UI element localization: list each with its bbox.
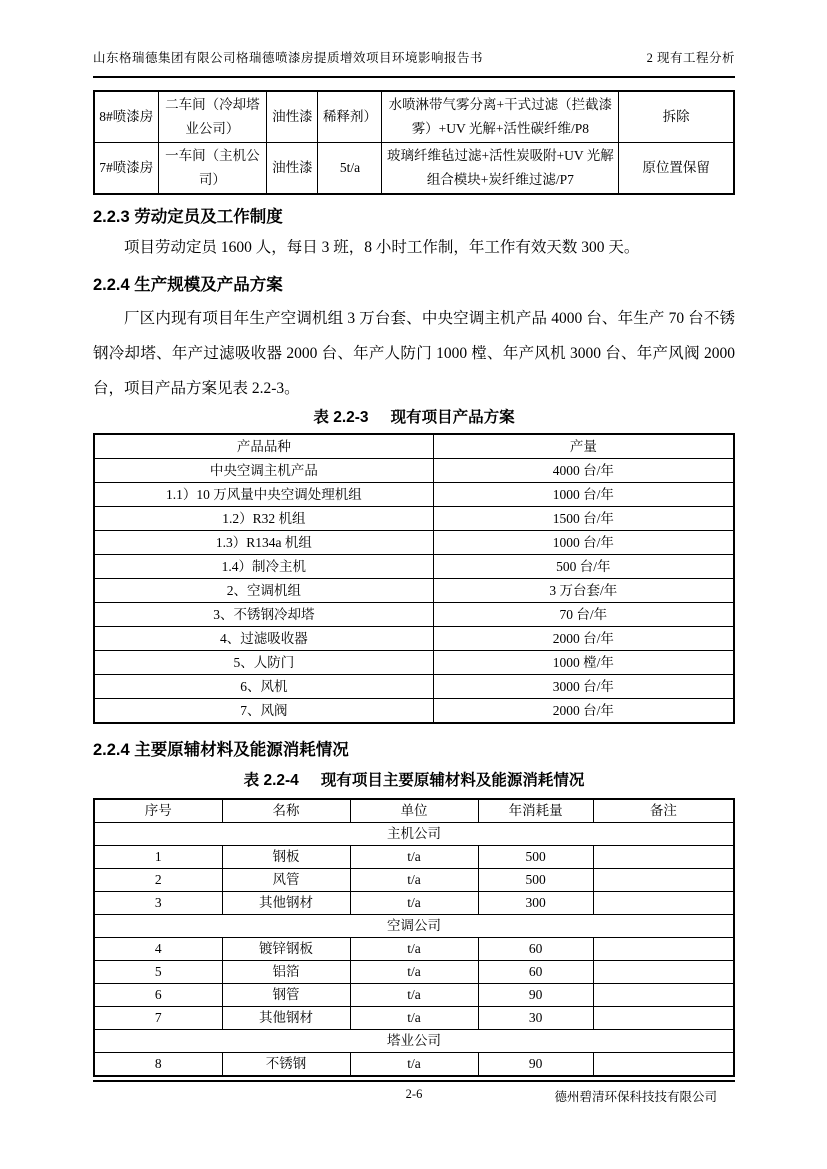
column-header: 备注 [593, 799, 734, 823]
table-cell: 300 [478, 892, 593, 915]
table-cell: t/a [350, 1053, 478, 1077]
table-cell: 水喷淋带气雾分离+干式过滤（拦截漆雾）+UV 光解+活性碳纤维/P8 [382, 91, 619, 143]
spray-booth-continuation-table [93, 90, 735, 195]
table-cell: 1.1）10 万风量中央空调处理机组 [94, 483, 433, 507]
table-cell [593, 846, 734, 869]
table-cell: 60 [478, 938, 593, 961]
section-heading-production: 2.2.4 生产规模及产品方案 [93, 276, 283, 294]
group-row [94, 1030, 734, 1053]
table-cell: 镀锌钢板 [222, 938, 350, 961]
table-cell: 500 [478, 846, 593, 869]
table-cell: 油性漆 [267, 91, 318, 143]
section-heading-materials: 2.2.4 主要原辅材料及能源消耗情况 [93, 741, 349, 759]
page-footer [93, 1080, 735, 1102]
table-cell: t/a [350, 846, 478, 869]
table-cell: 4000 台/年 [433, 459, 734, 483]
table-row [94, 675, 734, 699]
table-cell: 1000 台/年 [433, 483, 734, 507]
table-cell: 不锈钢 [222, 1053, 350, 1077]
table-cell: 8#喷漆房 [94, 91, 158, 143]
group-row-label: 主机公司 [94, 823, 734, 846]
production-paragraph: 厂区内现有项目年生产空调机组 3 万台套、中央空调主机产品 4000 台、年生产 70 台不锈钢冷却塔、年产过滤吸收器 2000 台、年产人防门 1000 樘、年产风机 3000 台、年产风阀 2000 台，项目产品方案见表 2.2-3。 [93, 310, 735, 397]
table-row [94, 143, 734, 195]
table-row [94, 846, 734, 869]
table-cell: t/a [350, 892, 478, 915]
table-cell: 8 [94, 1053, 222, 1077]
table-cell: 3 万台套/年 [433, 579, 734, 603]
table-cell [593, 1053, 734, 1077]
table-row [94, 1053, 734, 1077]
table-cell: t/a [350, 869, 478, 892]
products-table-caption [93, 406, 735, 430]
table-cell: 1000 樘/年 [433, 651, 734, 675]
table-cell: 钢板 [222, 846, 350, 869]
table-cell: 中央空调主机产品 [94, 459, 433, 483]
table-cell: t/a [350, 1007, 478, 1030]
table-cell: 原位置保留 [619, 143, 734, 195]
materials-table [93, 798, 735, 1077]
table-row [94, 892, 734, 915]
table-cell: 6 [94, 984, 222, 1007]
group-row [94, 823, 734, 846]
table-cell: 500 台/年 [433, 555, 734, 579]
table-cell [593, 938, 734, 961]
table-cell: 7 [94, 1007, 222, 1030]
table-cell: 2000 台/年 [433, 627, 734, 651]
column-header: 产品品种 [94, 434, 433, 459]
table-cell: 90 [478, 984, 593, 1007]
table-cell: 2、空调机组 [94, 579, 433, 603]
table-cell: 二车间（冷却塔业公司） [158, 91, 267, 143]
table-row [94, 869, 734, 892]
table-cell: 7#喷漆房 [94, 143, 158, 195]
table-cell: 稀释剂） [318, 91, 382, 143]
table-cell: 1.2）R32 机组 [94, 507, 433, 531]
caption-title: 现有项目主要原辅材料及能源消耗情况 [320, 772, 585, 789]
column-header: 单位 [350, 799, 478, 823]
column-header: 名称 [222, 799, 350, 823]
table-cell [593, 892, 734, 915]
page-header [93, 48, 735, 78]
table-cell: 4 [94, 938, 222, 961]
table-row [94, 483, 734, 507]
table-cell: 60 [478, 961, 593, 984]
table-row [94, 91, 734, 143]
products-table [93, 433, 735, 724]
group-row-label: 空调公司 [94, 915, 734, 938]
table-cell: 7、风阀 [94, 699, 433, 724]
table-row [94, 579, 734, 603]
table-cell: 一车间（主机公司） [158, 143, 267, 195]
table-cell: 1.4）制冷主机 [94, 555, 433, 579]
table-cell: 风管 [222, 869, 350, 892]
table-cell: 4、过滤吸收器 [94, 627, 433, 651]
table-row [94, 459, 734, 483]
table-cell: 其他钢材 [222, 892, 350, 915]
table-cell: 6、风机 [94, 675, 433, 699]
table-cell: 3000 台/年 [433, 675, 734, 699]
caption-label: 表 2.2-4 [243, 772, 299, 789]
table-row [94, 961, 734, 984]
table-cell: t/a [350, 984, 478, 1007]
materials-table-caption [93, 769, 735, 793]
header-report-title: 山东格瑞德集团有限公司格瑞德喷漆房提质增效项目环境影响报告书 [93, 51, 484, 65]
table-row [94, 627, 734, 651]
table-cell: 3 [94, 892, 222, 915]
table-cell: 5、人防门 [94, 651, 433, 675]
table-header-row [94, 434, 734, 459]
table-row [94, 555, 734, 579]
table-cell: 拆除 [619, 91, 734, 143]
table-cell: 钢管 [222, 984, 350, 1007]
table-cell: 1.3）R134a 机组 [94, 531, 433, 555]
table-cell: 油性漆 [267, 143, 318, 195]
table-cell: 90 [478, 1053, 593, 1077]
labor-paragraph: 项目劳动定员 1600 人，每日 3 班，8 小时工作制，年工作有效天数 300 天。 [124, 239, 640, 256]
column-header: 年消耗量 [478, 799, 593, 823]
table-cell: t/a [350, 938, 478, 961]
footer-company-name: 德州碧清环保科技技有限公司 [554, 1090, 717, 1104]
table-cell: 其他钢材 [222, 1007, 350, 1030]
table-row [94, 603, 734, 627]
table-cell: 玻璃纤维毡过滤+活性炭吸附+UV 光解组合模块+炭纤维过滤/P7 [382, 143, 619, 195]
section-heading-labor: 2.2.3 劳动定员及工作制度 [93, 208, 283, 226]
table-cell: 1500 台/年 [433, 507, 734, 531]
column-header: 序号 [94, 799, 222, 823]
column-header: 产量 [433, 434, 734, 459]
table-cell: 2000 台/年 [433, 699, 734, 724]
group-row [94, 915, 734, 938]
table-row [94, 984, 734, 1007]
table-cell: 500 [478, 869, 593, 892]
table-row [94, 699, 734, 724]
table-row [94, 651, 734, 675]
header-chapter-label: 2 现有工程分析 [646, 51, 735, 65]
page-number: 2-6 [405, 1087, 423, 1101]
table-cell: 70 台/年 [433, 603, 734, 627]
table-cell: t/a [350, 961, 478, 984]
table-cell: 5t/a [318, 143, 382, 195]
table-cell: 30 [478, 1007, 593, 1030]
table-row [94, 531, 734, 555]
group-row-label: 塔业公司 [94, 1030, 734, 1053]
table-cell: 2 [94, 869, 222, 892]
table-cell: 铝箔 [222, 961, 350, 984]
table-row [94, 938, 734, 961]
caption-title: 现有项目产品方案 [390, 409, 515, 426]
table-cell [593, 869, 734, 892]
caption-label: 表 2.2-3 [313, 409, 369, 426]
table-cell: 1 [94, 846, 222, 869]
table-header-row [94, 799, 734, 823]
table-cell: 3、不锈钢冷却塔 [94, 603, 433, 627]
table-row [94, 1007, 734, 1030]
table-cell: 1000 台/年 [433, 531, 734, 555]
table-row [94, 507, 734, 531]
table-cell [593, 984, 734, 1007]
table-cell: 5 [94, 961, 222, 984]
table-cell [593, 961, 734, 984]
table-cell [593, 1007, 734, 1030]
